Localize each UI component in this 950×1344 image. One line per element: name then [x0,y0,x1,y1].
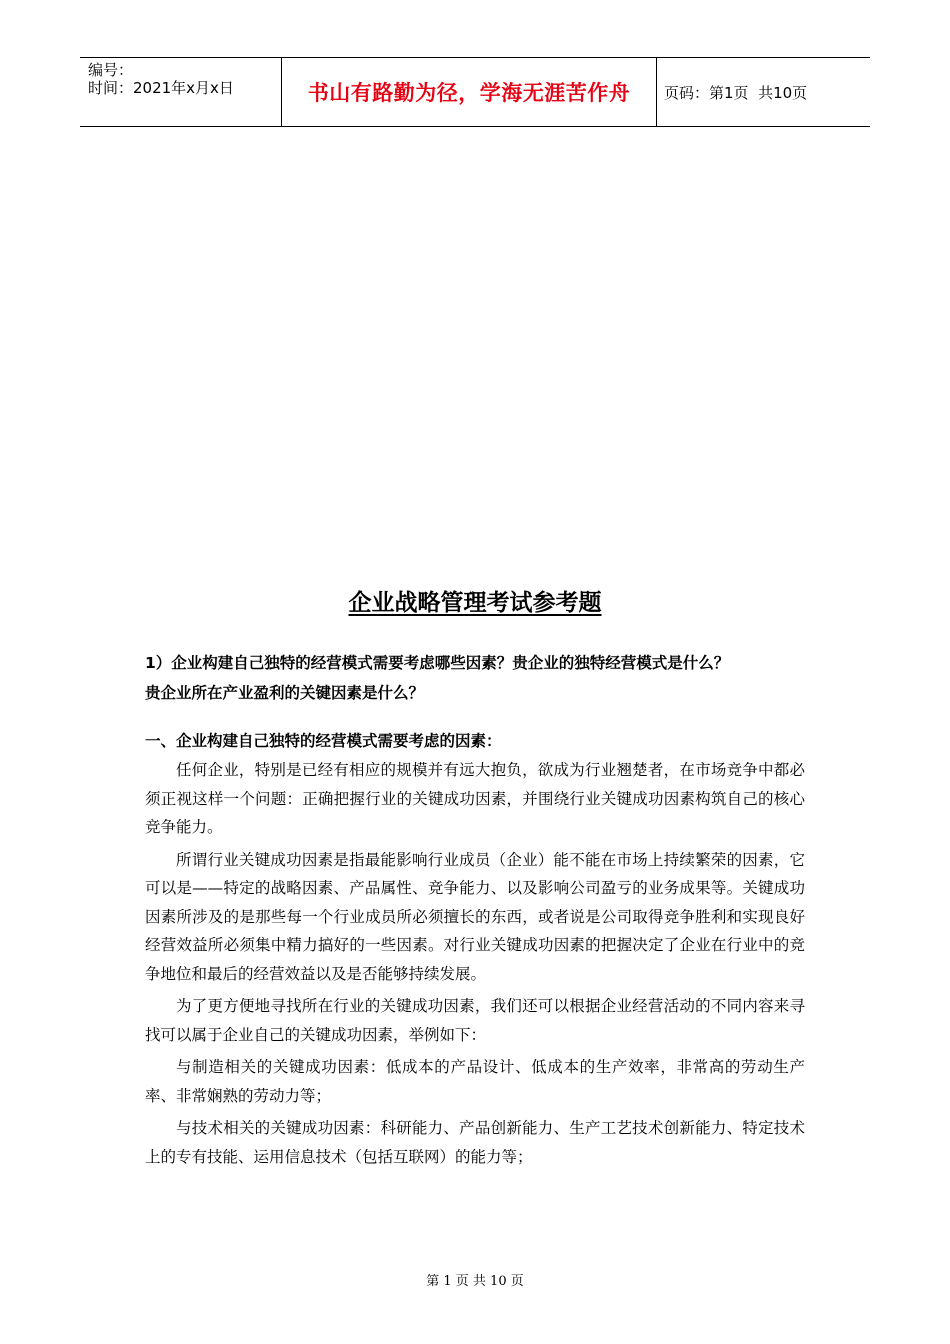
paragraph: 与技术相关的关键成功因素：科研能力、产品创新能力、生产工艺技术创新能力、特定技术上的专有技能、运用信息技术（包括互联网）的能力等； [145,1119,805,1166]
document-time-label: 时间：2021年x月x日 [88,79,234,97]
paragraph: 为了更方便地寻找所在行业的关键成功因素，我们还可以根据企业经营活动的不同内容来寻找可以属于企业自己的关键成功因素，举例如下： [145,997,805,1044]
header-motto: 书山有路勤为径，学海无涯苦作舟 [281,58,657,126]
question-line-2: 贵企业所在产业盈利的关键因素是什么？ [145,684,425,702]
question-line-1: 1）企业构建自己独特的经营模式需要考虑哪些因素？贵企业的独特经营模式是什么？ [145,654,730,672]
header-meta [80,58,281,126]
document-number-label: 编号： [88,61,134,79]
paragraph: 所谓行业关键成功因素是指最能影响行业成员（企业）能不能在市场上持续繁荣的因素，它可以是——特定的战略因素、产品属性、竞争能力、以及影响公司盈亏的业务成果等。关键成功因素所涉及的是那些每一个行业成员所必须擅长的东西，或者说是公司取得竞争胜利和实现良好经营效益所必须集中精力搞好的一些因素。对行业关键成功因素的把握决定了企业在行业中的竞争地位和最后的经营效益以及是否能够持续发展。 [145,850,805,983]
header-page-info: 页码：第1页 共10页 [664,83,808,102]
paragraph: 任何企业，特别是已经有相应的规模并有远大抱负，欲成为行业翘楚者，在市场竞争中都必须正视这样一个问题：正确把握行业的关键成功因素，并围绕行业关键成功因素构筑自己的核心竞争能力。 [145,761,805,836]
page-header [80,57,870,127]
section-heading: 一、企业构建自己独特的经营模式需要考虑的因素： [145,732,502,750]
document-body [145,648,805,1171]
paragraph: 与制造相关的关键成功因素：低成本的产品设计、低成本的生产效率，非常高的劳动生产率、非常娴熟的劳动力等； [145,1058,805,1105]
page-footer: 第 1 页 共 10 页 [426,1274,524,1289]
document-title: 企业战略管理考试参考题 [348,590,602,616]
